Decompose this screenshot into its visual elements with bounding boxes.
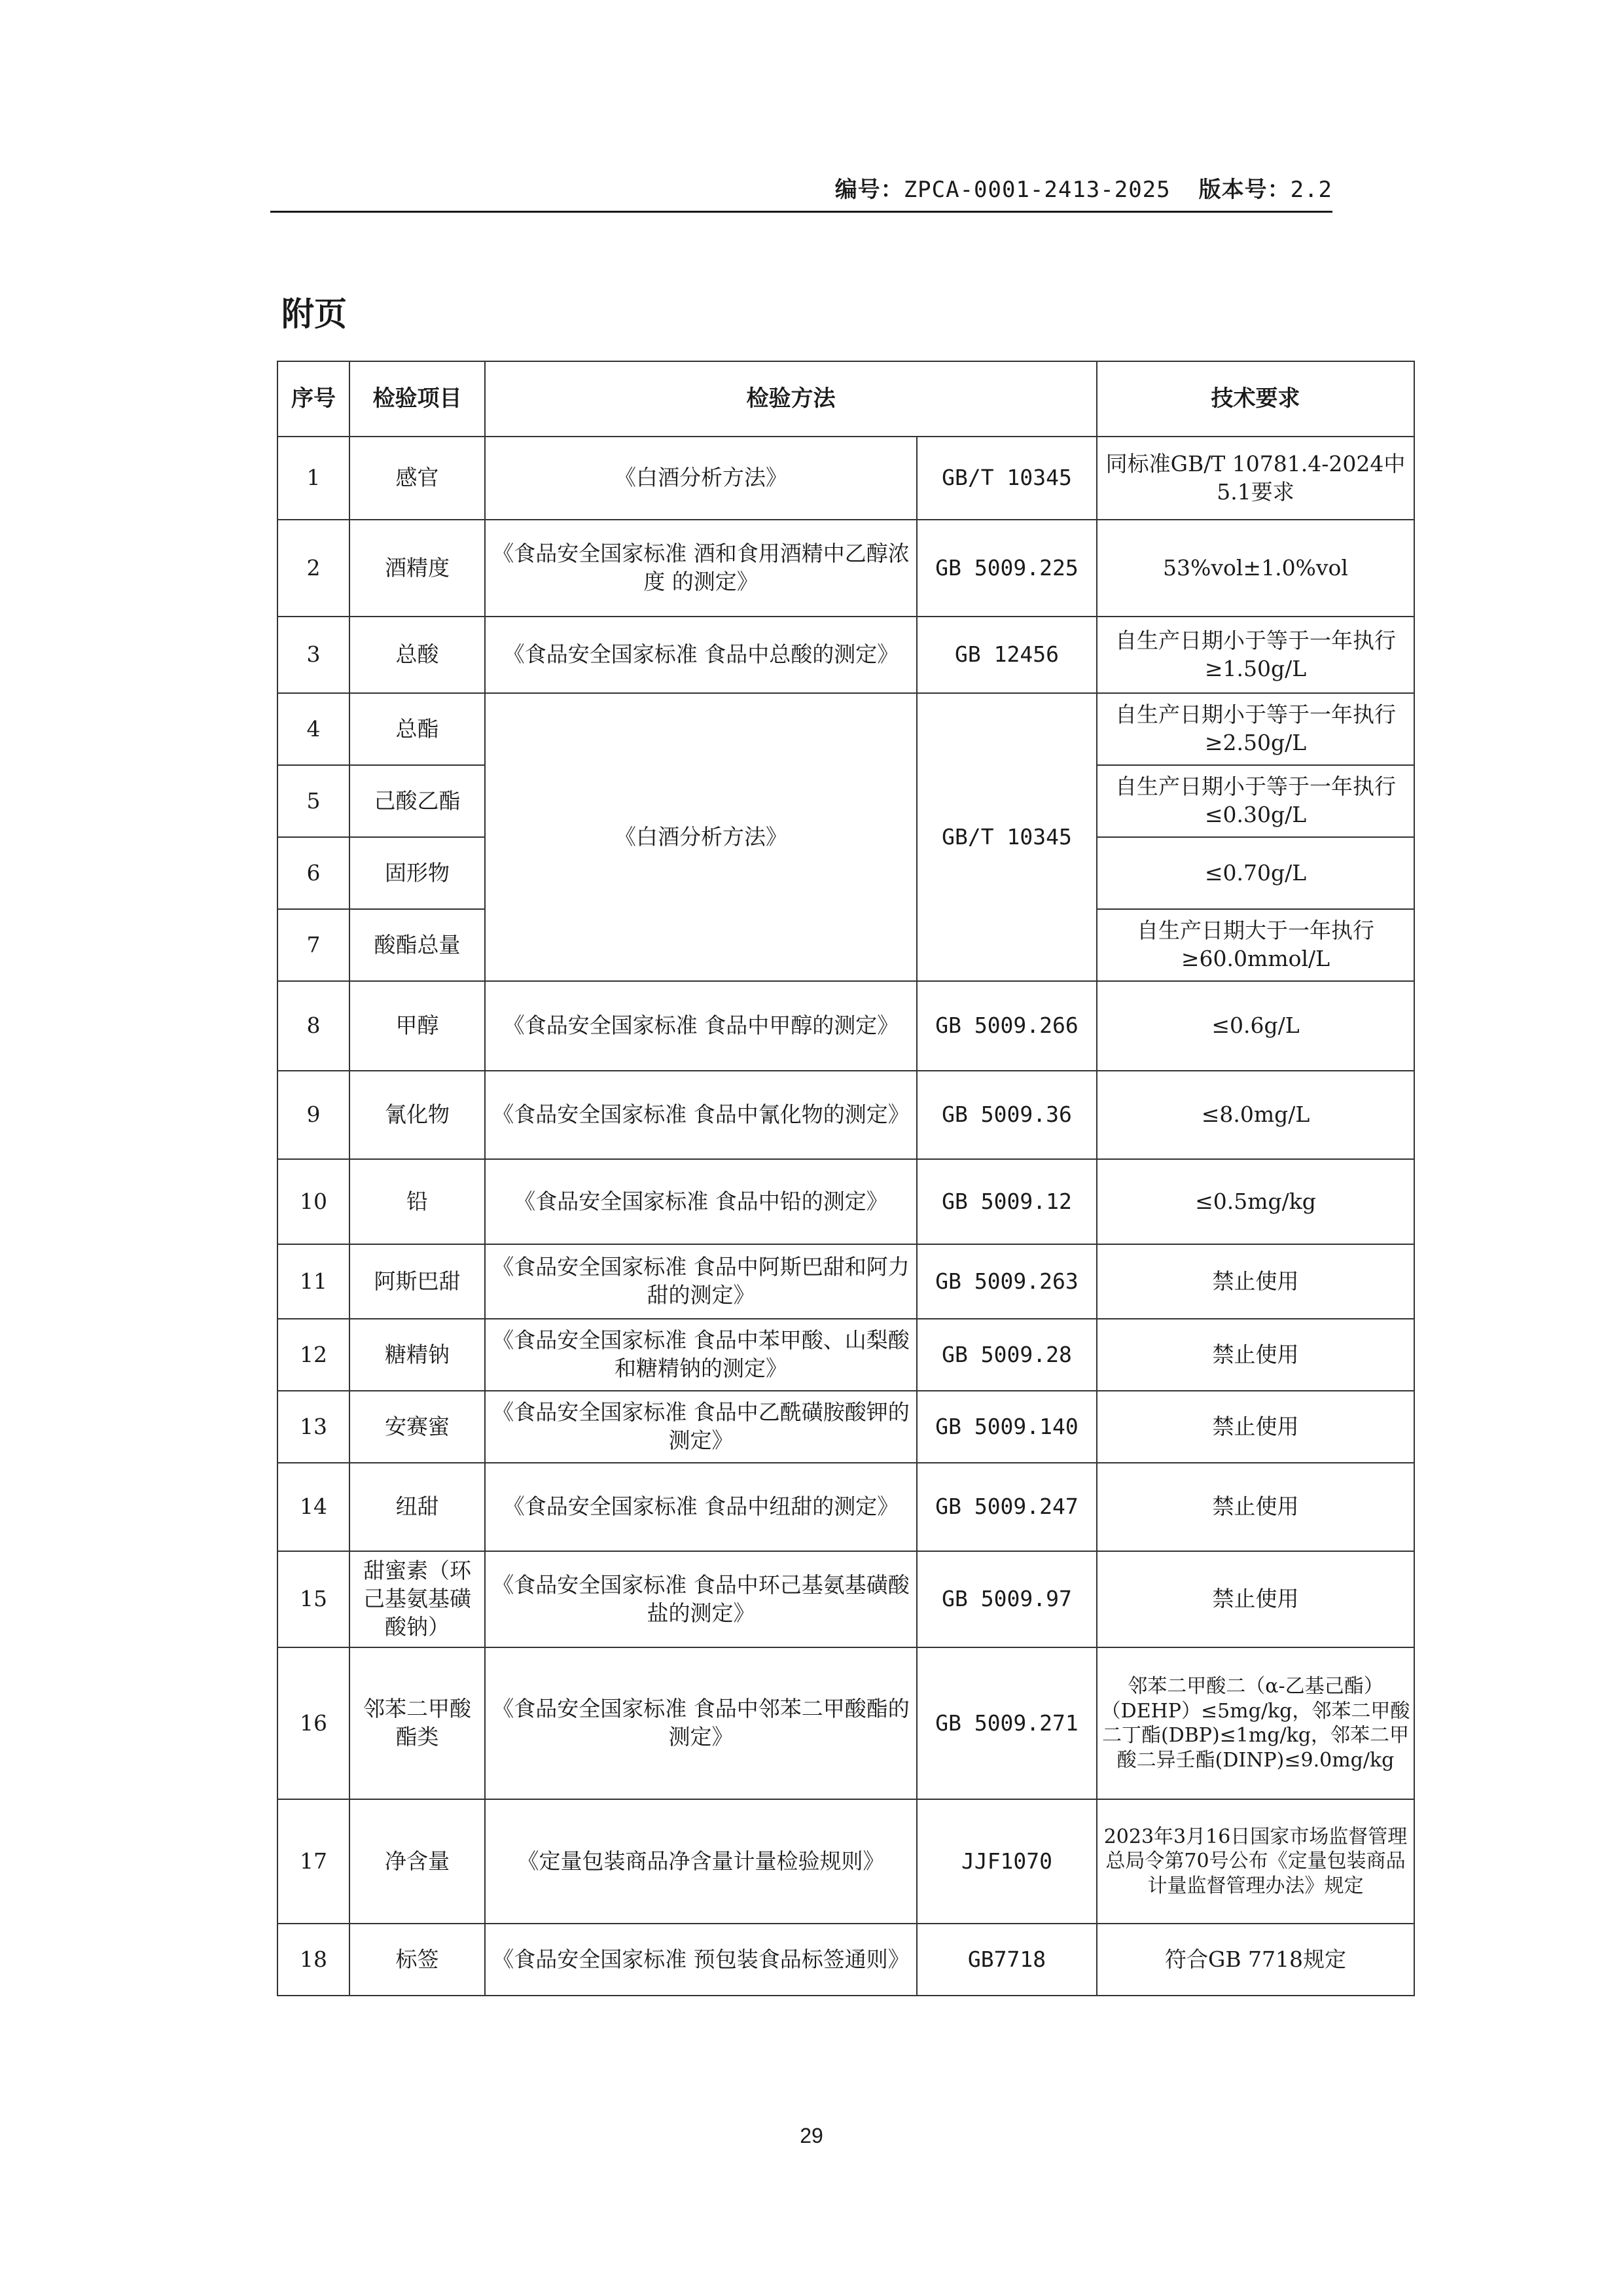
page-number: 29 [800, 2124, 823, 2147]
cell-method: 《白酒分析方法》 [485, 437, 917, 520]
cell-method-merged: 《白酒分析方法》 [485, 693, 917, 981]
header-item: 检验项目 [349, 361, 485, 437]
inspection-table [277, 361, 1415, 1996]
cell-method: 《食品安全国家标准 食品中乙酰磺胺酸钾的测定》 [485, 1391, 917, 1463]
cell-item: 糖精钠 [349, 1319, 485, 1391]
cell-item: 己酸乙酯 [349, 765, 485, 837]
doc-number-label: 编号： [834, 177, 904, 203]
cell-item: 铅 [349, 1159, 485, 1244]
cell-seq: 2 [277, 520, 349, 617]
cell-seq: 10 [277, 1159, 349, 1244]
cell-standard: GB 5009.247 [917, 1463, 1097, 1551]
table-row [277, 1071, 1414, 1159]
document-id-line [785, 171, 1332, 204]
cell-seq: 4 [277, 693, 349, 765]
cell-standard: GB/T 10345 [917, 437, 1097, 520]
cell-item: 纽甜 [349, 1463, 485, 1551]
cell-seq: 18 [277, 1924, 349, 1996]
cell-requirement: 邻苯二甲酸二（α-乙基己酯）（DEHP）≤5mg/kg，邻苯二甲酸二丁酯(DBP)≤1mg/kg，邻苯二甲酸二异壬酯(DINP)≤9.0mg/kg [1097, 1647, 1414, 1799]
cell-seq: 16 [277, 1647, 349, 1799]
cell-seq: 7 [277, 909, 349, 981]
cell-requirement: 禁止使用 [1097, 1463, 1414, 1551]
cell-seq: 13 [277, 1391, 349, 1463]
cell-item: 总酸 [349, 617, 485, 693]
cell-seq: 14 [277, 1463, 349, 1551]
cell-seq: 15 [277, 1551, 349, 1647]
cell-item: 邻苯二甲酸酯类 [349, 1647, 485, 1799]
header-seq: 序号 [277, 361, 349, 437]
header-rule [270, 211, 1332, 213]
cell-requirement: 自生产日期大于一年执行≥60.0mmol/L [1097, 909, 1414, 981]
cell-seq: 5 [277, 765, 349, 837]
cell-item: 酸酯总量 [349, 909, 485, 981]
cell-method: 《食品安全国家标准 食品中纽甜的测定》 [485, 1463, 917, 1551]
cell-standard: JJF1070 [917, 1799, 1097, 1924]
cell-standard: GB 5009.28 [917, 1319, 1097, 1391]
cell-method: 《食品安全国家标准 食品中铅的测定》 [485, 1159, 917, 1244]
cell-seq: 6 [277, 837, 349, 909]
table-row [277, 1463, 1414, 1551]
table-row [277, 1647, 1414, 1799]
cell-method: 《食品安全国家标准 食品中阿斯巴甜和阿力甜的测定》 [485, 1244, 917, 1319]
table-row [277, 1244, 1414, 1319]
cell-requirement: 符合GB 7718规定 [1097, 1924, 1414, 1996]
version-number: 2.2 [1290, 177, 1332, 203]
cell-method: 《食品安全国家标准 食品中总酸的测定》 [485, 617, 917, 693]
cell-requirement: 同标准GB/T 10781.4-2024中5.1要求 [1097, 437, 1414, 520]
cell-requirement: ≤0.6g/L [1097, 981, 1414, 1071]
cell-standard: GB 5009.36 [917, 1071, 1097, 1159]
table-row [277, 1924, 1414, 1996]
cell-item: 甲醇 [349, 981, 485, 1071]
cell-seq: 3 [277, 617, 349, 693]
cell-standard: GB 12456 [917, 617, 1097, 693]
cell-item: 感官 [349, 437, 485, 520]
table-row [277, 437, 1414, 520]
cell-seq: 9 [277, 1071, 349, 1159]
cell-seq: 12 [277, 1319, 349, 1391]
cell-standard: GB 5009.225 [917, 520, 1097, 617]
cell-requirement: ≤0.5mg/kg [1097, 1159, 1414, 1244]
cell-standard: GB 5009.12 [917, 1159, 1097, 1244]
cell-seq: 11 [277, 1244, 349, 1319]
cell-requirement: 禁止使用 [1097, 1319, 1414, 1391]
cell-requirement: ≤0.70g/L [1097, 837, 1414, 909]
table-row [277, 1799, 1414, 1924]
cell-item: 酒精度 [349, 520, 485, 617]
cell-requirement: 自生产日期小于等于一年执行≤0.30g/L [1097, 765, 1414, 837]
cell-item: 氰化物 [349, 1071, 485, 1159]
doc-number: ZPCA-0001-2413-2025 [903, 177, 1171, 203]
cell-method: 《食品安全国家标准 食品中甲醇的测定》 [485, 981, 917, 1071]
table-row [277, 1391, 1414, 1463]
page-heading: 附页 [281, 295, 347, 333]
cell-standard-merged: GB/T 10345 [917, 693, 1097, 981]
table-row [277, 1551, 1414, 1647]
table-row [277, 617, 1414, 693]
header-method: 检验方法 [485, 361, 1097, 437]
cell-method: 《食品安全国家标准 食品中氰化物的测定》 [485, 1071, 917, 1159]
cell-method: 《定量包装商品净含量计量检验规则》 [485, 1799, 917, 1924]
cell-item: 固形物 [349, 837, 485, 909]
cell-requirement: 53%vol±1.0%vol [1097, 520, 1414, 617]
cell-standard: GB7718 [917, 1924, 1097, 1996]
cell-requirement: 禁止使用 [1097, 1391, 1414, 1463]
cell-seq: 17 [277, 1799, 349, 1924]
cell-item: 总酯 [349, 693, 485, 765]
cell-item: 净含量 [349, 1799, 485, 1924]
table-row [277, 693, 1414, 765]
cell-standard: GB 5009.271 [917, 1647, 1097, 1799]
cell-method: 《食品安全国家标准 预包装食品标签通则》 [485, 1924, 917, 1996]
cell-standard: GB 5009.97 [917, 1551, 1097, 1647]
cell-seq: 1 [277, 437, 349, 520]
table-row [277, 1319, 1414, 1391]
version-label: 版本号： [1198, 177, 1291, 203]
header-requirement: 技术要求 [1097, 361, 1414, 437]
cell-item: 标签 [349, 1924, 485, 1996]
cell-standard: GB 5009.263 [917, 1244, 1097, 1319]
cell-item: 甜蜜素（环己基氨基磺酸钠） [349, 1551, 485, 1647]
cell-method: 《食品安全国家标准 食品中苯甲酸、山梨酸和糖精钠的测定》 [485, 1319, 917, 1391]
table-row [277, 520, 1414, 617]
cell-requirement: 2023年3月16日国家市场监督管理总局令第70号公布《定量包装商品计量监督管理办法》规定 [1097, 1799, 1414, 1924]
cell-requirement: 禁止使用 [1097, 1551, 1414, 1647]
cell-standard: GB 5009.140 [917, 1391, 1097, 1463]
cell-method: 《食品安全国家标准 食品中邻苯二甲酸酯的测定》 [485, 1647, 917, 1799]
cell-requirement: 禁止使用 [1097, 1244, 1414, 1319]
cell-item: 安赛蜜 [349, 1391, 485, 1463]
cell-requirement: 自生产日期小于等于一年执行≥1.50g/L [1097, 617, 1414, 693]
table-header-row [277, 361, 1414, 437]
table-row [277, 981, 1414, 1071]
table-row [277, 1159, 1414, 1244]
cell-requirement: ≤8.0mg/L [1097, 1071, 1414, 1159]
cell-item: 阿斯巴甜 [349, 1244, 485, 1319]
cell-method: 《食品安全国家标准 食品中环己基氨基磺酸盐的测定》 [485, 1551, 917, 1647]
cell-method: 《食品安全国家标准 酒和食用酒精中乙醇浓度 的测定》 [485, 520, 917, 617]
cell-requirement: 自生产日期小于等于一年执行≥2.50g/L [1097, 693, 1414, 765]
cell-seq: 8 [277, 981, 349, 1071]
cell-standard: GB 5009.266 [917, 981, 1097, 1071]
